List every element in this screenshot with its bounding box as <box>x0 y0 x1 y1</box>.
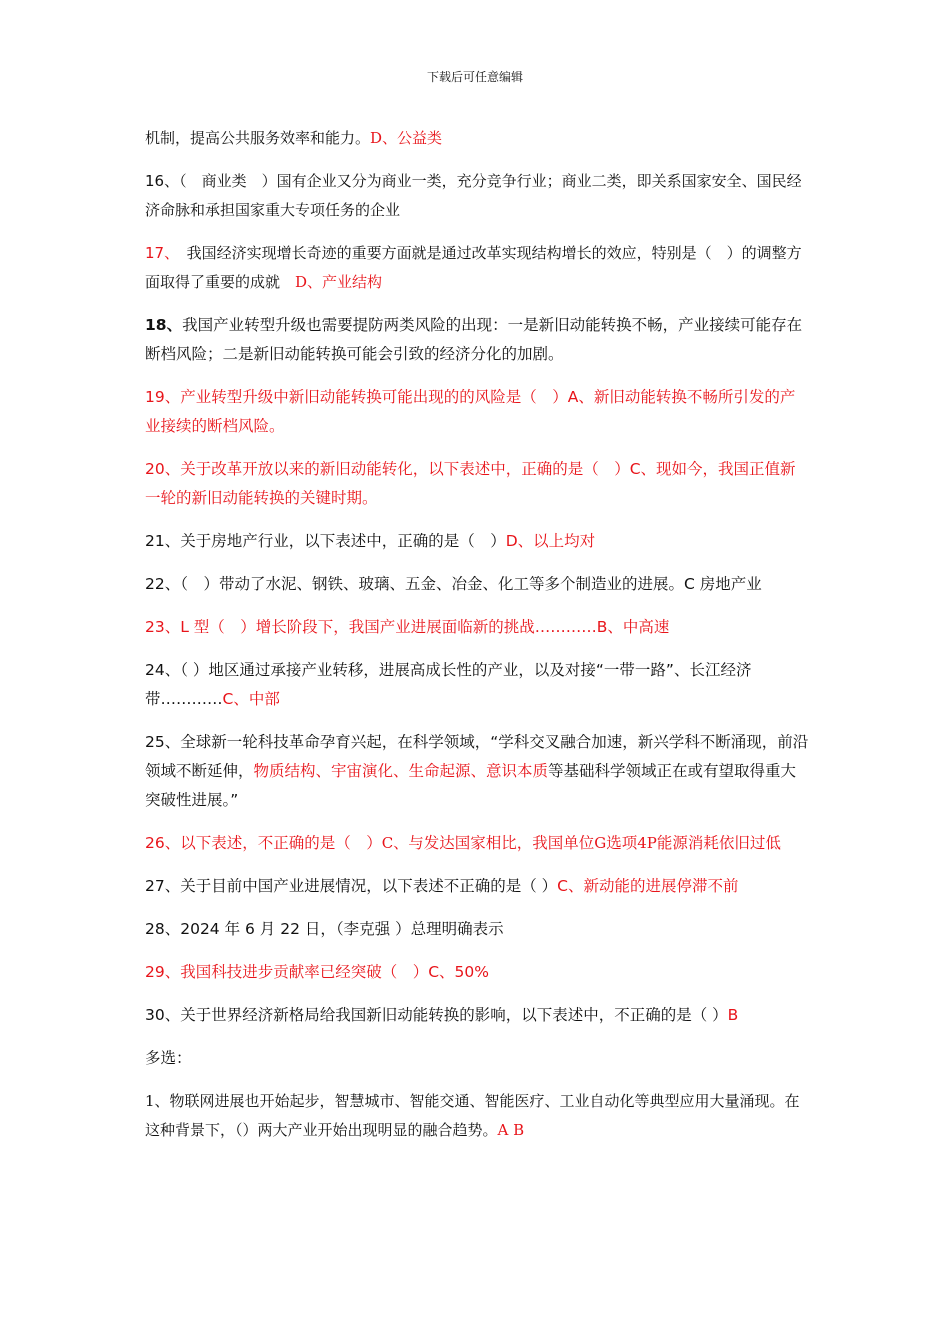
answer: D、以上均对 <box>505 532 596 550</box>
question-28 <box>145 915 810 944</box>
question-21 <box>145 527 810 556</box>
multi-question-1 <box>145 1087 810 1145</box>
question-text: 29、我国科技进步贡献率已经突破（ ）C、50% <box>145 963 489 981</box>
question-27 <box>145 872 810 901</box>
answer: C、新动能的进展停滞不前 <box>557 877 739 895</box>
question-text: 28、2024 年 6 月 22 日，（李克强 ）总理明确表示 <box>145 920 504 938</box>
answer-symbol: G <box>594 834 607 852</box>
question-text: 26、以下表述，不正确的是（ ） <box>145 834 382 852</box>
question-22 <box>145 570 810 599</box>
answer: C、中部 <box>222 690 280 708</box>
answer: D、产业结构 <box>295 273 383 291</box>
page-header: 下载后可任意编辑 <box>426 70 523 84</box>
question-text: 我国经济实现增长奇迹的重要方面就是通过改革实现结构增长的效应，特别是（ ）的调整方面取得了重要的成就 <box>145 244 802 291</box>
question-text: 25、全球新一轮科技革命孕育兴起，在科学领域，“学科交叉融合加速，新兴学科不断涌现，前沿领域不断延伸， <box>145 733 809 780</box>
paragraph-continuation <box>145 124 810 153</box>
question-26 <box>145 829 810 858</box>
answer-text-3: 能源消耗依旧过低 <box>656 834 781 852</box>
document-body <box>145 124 810 1159</box>
paragraph-text: 机制，提高公共服务效率和能力。 <box>145 129 371 147</box>
section-title: 多选： <box>145 1049 192 1067</box>
answer: D、公益类 <box>370 129 443 147</box>
question-text: 24、（ ）地区通过承接产业转移，进展高成长性的产业，以及对接“一带一路”、长江经济带………… <box>145 661 752 708</box>
section-heading-multi <box>145 1044 810 1073</box>
question-text: 30、关于世界经济新格局给我国新旧动能转换的影响，以下表述中，不正确的是（ ） <box>145 1006 728 1024</box>
question-number: 16、 <box>145 172 180 190</box>
question-text-end: 等基础科学领域正在或有望取得重大突破性进展。” <box>145 762 797 809</box>
answer-letter: C、 <box>381 834 409 852</box>
answer-symbol-2: 4P <box>637 834 657 852</box>
question-20 <box>145 455 810 513</box>
question-text: 20、关于改革开放以来的新旧动能转化，以下表述中，正确的是（ ）C、现如今，我国正值新一轮的新旧动能转换的关键时期。 <box>145 460 796 507</box>
question-text: 我国产业转型升级也需要提防两类风险的出现：一是新旧动能转换不畅，产业接续可能存在断档风险；二是新旧动能转换可能会引致的经济分化的加剧。 <box>145 316 803 363</box>
answer: B <box>727 1006 739 1024</box>
question-25 <box>145 728 810 815</box>
question-text: 23、L 型（ ）增长阶段下，我国产业进展面临新的挑战…………B、中高速 <box>145 618 670 636</box>
answer: A B <box>497 1121 525 1139</box>
question-text: 21、关于房地产行业，以下表述中，正确的是（ ） <box>145 532 506 550</box>
question-18 <box>145 311 810 369</box>
question-23 <box>145 613 810 642</box>
question-number: 18、 <box>145 316 183 334</box>
question-text: 19、产业转型升级中新旧动能转换可能出现的的风险是（ ）A、新旧动能转换不畅所引发的产业接续的断档风险。 <box>145 388 796 435</box>
answer-text: 与发达国家相比，我国单位 <box>408 834 595 852</box>
answer-text-2: 选项 <box>606 834 638 852</box>
question-number: 17、 <box>145 244 172 262</box>
question-text: 27、关于目前中国产业进展情况，以下表述不正确的是（ ） <box>145 877 558 895</box>
question-19 <box>145 383 810 441</box>
question-17 <box>145 239 810 297</box>
question-24 <box>145 656 810 714</box>
question-text: 1、物联网进展也开始起步，智慧城市、智能交通、智能医疗、工业自动化等典型应用大量涌现。在这种背景下，（）两大产业开始出现明显的融合趋势。 <box>145 1092 800 1139</box>
question-30 <box>145 1001 810 1030</box>
question-16 <box>145 167 810 225</box>
question-29 <box>145 958 810 987</box>
answer-highlight: 物质结构、宇宙演化、生命起源、意识本质 <box>253 762 549 780</box>
question-text: （ 商业类 ）国有企业又分为商业一类，充分竞争行业；商业二类，即关系国家安全、国民经济命脉和承担国家重大专项任务的企业 <box>145 172 802 219</box>
question-text: 22、（ ）带动了水泥、钢铁、玻璃、五金、冶金、化工等多个制造业的进展。C 房地产业 <box>145 575 762 593</box>
